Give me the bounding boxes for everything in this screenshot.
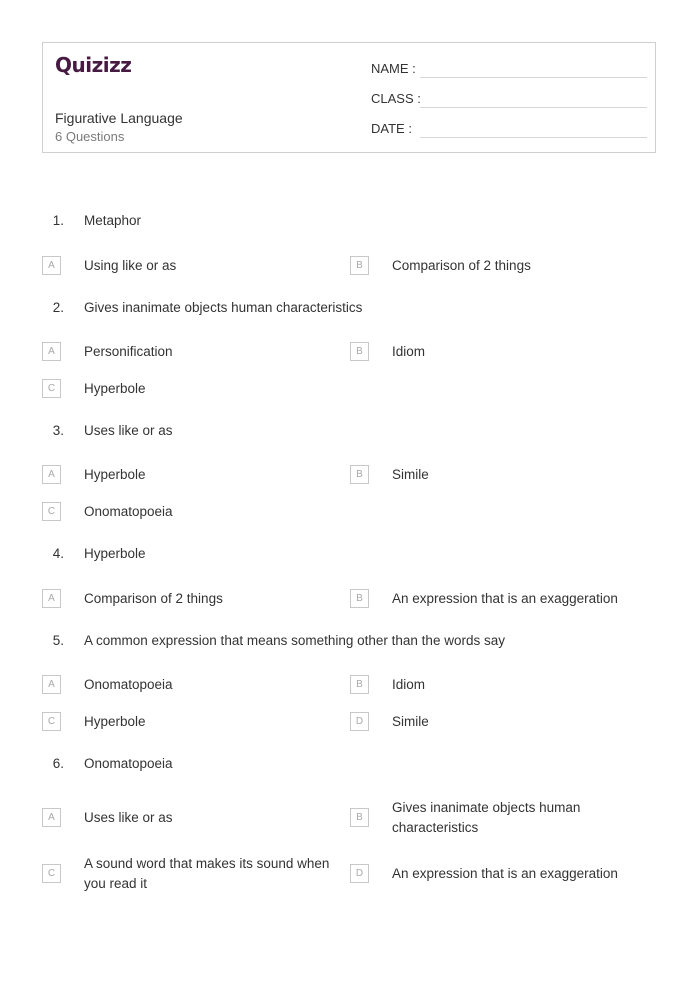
class-label: CLASS : <box>371 91 421 106</box>
date-line[interactable] <box>420 137 647 138</box>
question-6 <box>0 753 700 777</box>
class-line[interactable] <box>420 107 647 108</box>
q6-option-a[interactable] <box>42 803 342 833</box>
option-letter-box: A <box>42 465 61 484</box>
date-label: DATE : <box>371 121 412 136</box>
option-text: Simile <box>392 466 429 482</box>
question-number: 2. <box>52 300 64 315</box>
option-letter-box: C <box>42 864 61 883</box>
option-text: Onomatopoeia <box>84 676 173 692</box>
q5-option-a[interactable] <box>42 670 342 700</box>
option-letter-box: D <box>350 712 369 731</box>
question-number: 6. <box>52 756 64 771</box>
question-text: Hyperbole <box>84 546 146 561</box>
option-letter-box: B <box>350 465 369 484</box>
q5-option-b[interactable] <box>350 670 650 700</box>
option-text: Comparison of 2 things <box>392 257 531 273</box>
option-text: Idiom <box>392 343 426 359</box>
question-5 <box>0 630 700 654</box>
option-letter-box: A <box>42 675 61 694</box>
q6-option-d[interactable] <box>350 859 650 889</box>
option-text: Using like or as <box>84 257 177 273</box>
option-letter-box: B <box>350 342 369 361</box>
option-letter-box: A <box>42 256 61 275</box>
date-field[interactable] <box>371 121 647 141</box>
option-letter-box: C <box>42 502 61 521</box>
option-text: An expression that is an exaggeration <box>392 590 618 606</box>
question-number: 4. <box>52 546 64 561</box>
name-field[interactable] <box>371 61 647 81</box>
question-2 <box>0 297 700 321</box>
option-letter-box: A <box>42 808 61 827</box>
name-line[interactable] <box>420 77 647 78</box>
option-text: Uses like or as <box>84 809 173 825</box>
option-text: Personification <box>84 343 173 359</box>
option-text: Comparison of 2 things <box>84 590 223 606</box>
question-text: Uses like or as <box>84 423 173 438</box>
q4-option-b[interactable] <box>350 584 650 614</box>
option-letter-box: A <box>42 342 61 361</box>
q5-option-c[interactable] <box>42 707 342 737</box>
question-text: Onomatopoeia <box>84 756 173 771</box>
q6-option-b[interactable] <box>350 799 650 835</box>
quizizz-logo: Quizizz <box>55 53 132 77</box>
q2-option-b[interactable] <box>350 337 650 367</box>
option-letter-box: B <box>350 256 369 275</box>
question-1 <box>0 210 700 234</box>
q3-option-c[interactable] <box>42 497 342 527</box>
option-text: Hyperbole <box>84 713 146 729</box>
option-text: Simile <box>392 713 429 729</box>
option-letter-box: C <box>42 379 61 398</box>
worksheet-header <box>42 42 656 153</box>
option-text: A sound word that makes its sound when you read it <box>84 855 330 891</box>
option-text: Hyperbole <box>84 380 146 396</box>
q3-option-a[interactable] <box>42 460 342 490</box>
question-text: A common expression that means something other than the words say <box>84 633 505 648</box>
option-letter-box: B <box>350 808 369 827</box>
question-4 <box>0 543 700 567</box>
q1-option-b[interactable] <box>350 251 650 281</box>
q5-option-d[interactable] <box>350 707 650 737</box>
question-number: 3. <box>52 423 64 438</box>
option-text: Hyperbole <box>84 466 146 482</box>
option-letter-box: C <box>42 712 61 731</box>
question-text: Metaphor <box>84 213 142 228</box>
worksheet-title: Figurative Language <box>55 110 183 126</box>
q2-option-a[interactable] <box>42 337 342 367</box>
q2-option-c[interactable] <box>42 374 342 404</box>
option-text: An expression that is an exaggeration <box>392 865 618 881</box>
option-text: Onomatopoeia <box>84 503 173 519</box>
option-text: Idiom <box>392 676 426 692</box>
option-letter-box: B <box>350 675 369 694</box>
question-3 <box>0 420 700 444</box>
option-letter-box: B <box>350 589 369 608</box>
q4-option-a[interactable] <box>42 584 342 614</box>
question-text: Gives inanimate objects human characteristics <box>84 300 363 315</box>
q3-option-b[interactable] <box>350 460 650 490</box>
option-letter-box: A <box>42 589 61 608</box>
question-number: 5. <box>52 633 64 648</box>
question-count: 6 Questions <box>55 129 125 144</box>
q6-option-c[interactable] <box>42 855 342 891</box>
name-label: NAME : <box>371 61 416 76</box>
q1-option-a[interactable] <box>42 251 342 281</box>
question-number: 1. <box>52 213 64 228</box>
option-text: Gives inanimate objects human characteristics <box>392 799 581 835</box>
option-letter-box: D <box>350 864 369 883</box>
class-field[interactable] <box>371 91 647 111</box>
